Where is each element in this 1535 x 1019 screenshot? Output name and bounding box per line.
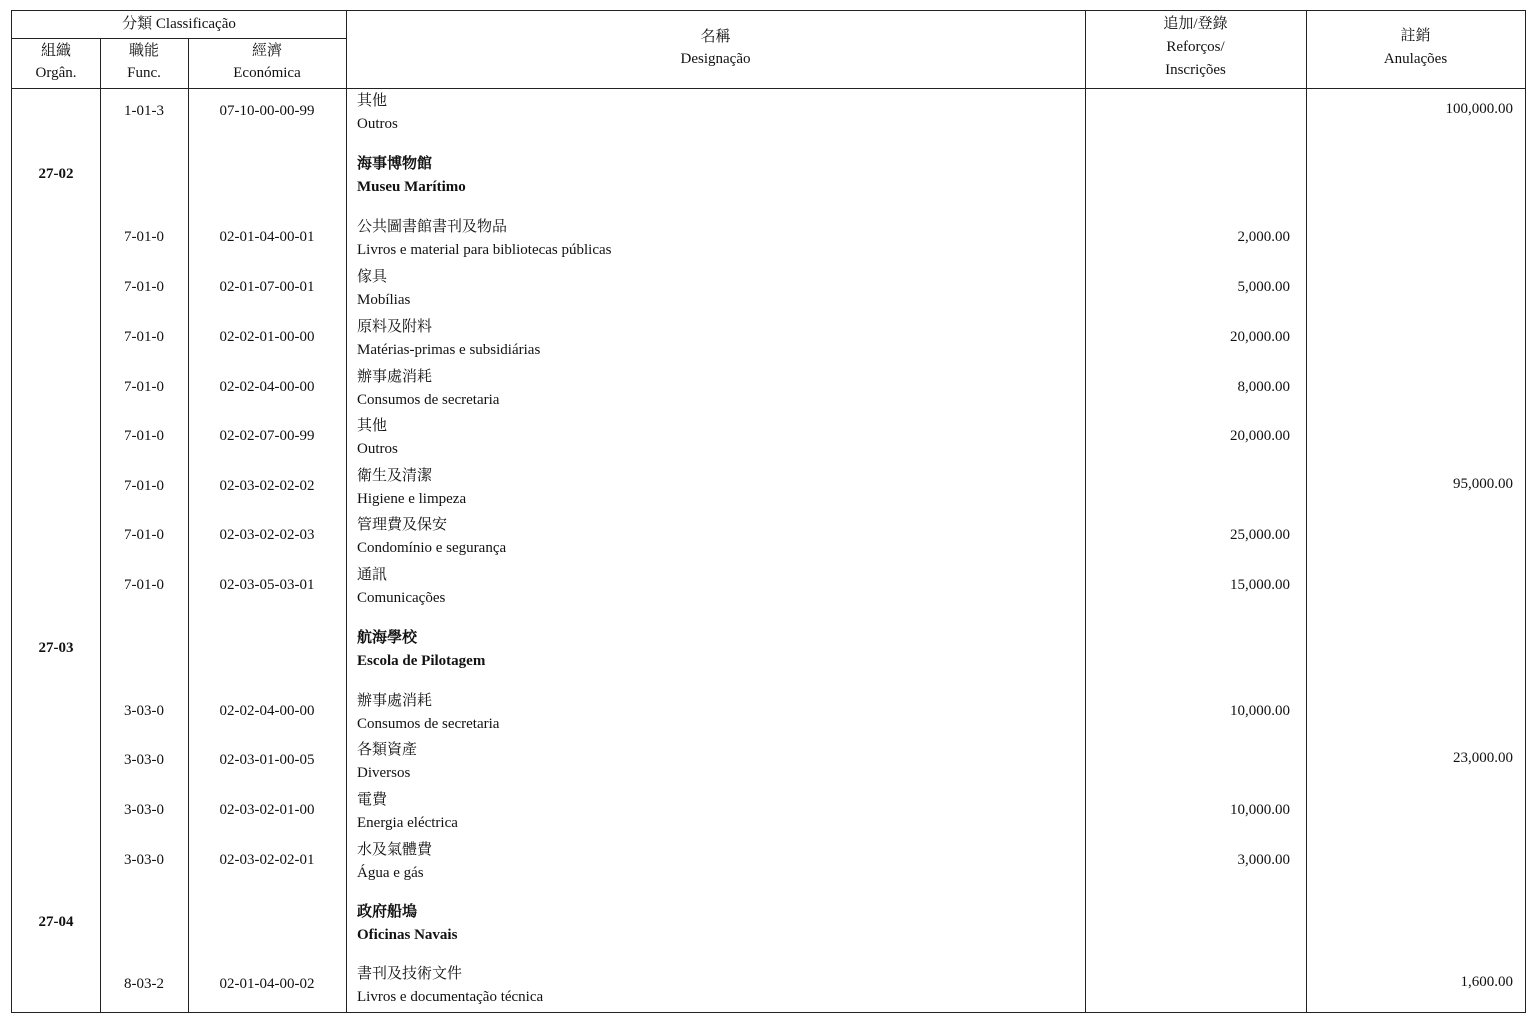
designation-pt: Museu Marítimo: [357, 179, 466, 195]
func-code: 3-03-0: [124, 852, 164, 868]
economic-code: 02-01-04-00-01: [219, 229, 315, 245]
economic-code: 02-03-02-02-02: [219, 478, 315, 494]
designation-pt: Consumos de secretaria: [357, 392, 500, 408]
designation-zh: 傢具: [357, 269, 388, 285]
func-code: 3-03-0: [124, 703, 164, 719]
designation-zh: 航海學校: [357, 630, 418, 646]
reforco-amount: 3,000.00: [1237, 852, 1290, 868]
designation-zh: 辦事處消耗: [357, 369, 433, 385]
designation-zh: 海事博物館: [357, 156, 433, 172]
func-code: 1-01-3: [124, 103, 164, 119]
designation-pt: Comunicações: [357, 590, 446, 606]
item-designation: [357, 366, 1082, 412]
section-heading: [357, 153, 1082, 199]
reforco-amount: 20,000.00: [1230, 329, 1290, 345]
designation-pt: Escola de Pilotagem: [357, 653, 486, 669]
item-designation: [357, 90, 1082, 136]
reforco-amount: 5,000.00: [1237, 279, 1290, 295]
header-classificacao: 分類 Classificação: [122, 16, 236, 32]
func-code: 7-01-0: [124, 229, 164, 245]
item-designation: [357, 316, 1082, 362]
designation-pt: Diversos: [357, 765, 411, 781]
func-code: 7-01-0: [124, 329, 164, 345]
header-designacao: 名稱 Designação: [680, 29, 751, 67]
designation-zh: 各類資產: [357, 742, 418, 758]
economic-code: 02-03-02-01-00: [219, 802, 315, 818]
economic-code: 02-03-02-02-01: [219, 852, 315, 868]
designation-zh: 管理費及保安: [357, 517, 448, 533]
item-designation: [357, 839, 1082, 885]
designation-pt: Outros: [357, 116, 398, 132]
reforco-amount: 8,000.00: [1237, 379, 1290, 395]
organ-code: 27-03: [38, 640, 74, 656]
func-code: 7-01-0: [124, 478, 164, 494]
anulacao-amount: 23,000.00: [1453, 750, 1513, 766]
designation-zh: 水及氣體費: [357, 842, 433, 858]
anulacao-amount: 95,000.00: [1453, 476, 1513, 492]
economic-code: 02-01-07-00-01: [219, 279, 315, 295]
designation-zh: 通訊: [357, 567, 388, 583]
designation-pt: Água e gás: [357, 865, 424, 881]
item-designation: [357, 789, 1082, 835]
designation-zh: 電費: [357, 792, 388, 808]
designation-pt: Energia eléctrica: [357, 815, 458, 831]
header-reforcos: 追加/登錄 Reforços/ Inscrições: [1163, 16, 1228, 78]
economic-code: 07-10-00-00-99: [219, 103, 315, 119]
designation-zh: 其他: [357, 93, 388, 109]
header-bottom-rule: [12, 88, 1525, 89]
item-designation: [357, 266, 1082, 312]
designation-zh: 其他: [357, 418, 388, 434]
reforco-amount: 25,000.00: [1230, 527, 1290, 543]
func-code: 7-01-0: [124, 577, 164, 593]
designation-pt: Outros: [357, 441, 398, 457]
organ-code: 27-02: [38, 166, 74, 182]
designation-pt: Condomínio e segurança: [357, 540, 507, 556]
designation-zh: 辦事處消耗: [357, 693, 433, 709]
header-anulacoes: 註銷 Anulações: [1383, 28, 1448, 67]
designation-zh: 書刊及技術文件: [357, 966, 463, 982]
budget-table: [11, 10, 1526, 1013]
item-designation: [357, 514, 1082, 560]
economic-code: 02-02-04-00-00: [219, 703, 315, 719]
item-designation: [357, 690, 1082, 736]
func-code: 3-03-0: [124, 802, 164, 818]
anulacao-amount: 1,600.00: [1460, 974, 1513, 990]
designation-pt: Higiene e limpeza: [357, 491, 467, 507]
func-code: 7-01-0: [124, 527, 164, 543]
designation-pt: Livros e documentação técnica: [357, 989, 544, 1005]
item-designation: [357, 564, 1082, 610]
item-designation: [357, 216, 1082, 262]
economic-code: 02-01-04-00-02: [219, 976, 315, 992]
organ-code: 27-04: [38, 914, 74, 930]
designation-zh: 政府船塢: [357, 904, 418, 920]
economic-code: 02-02-04-00-00: [219, 379, 315, 395]
section-heading: [357, 901, 1082, 947]
func-code: 7-01-0: [124, 379, 164, 395]
anulacao-amount: 100,000.00: [1445, 101, 1513, 117]
header-organ: 組織 Orgân.: [35, 43, 77, 81]
header-subdivider: [12, 38, 346, 39]
func-code: 7-01-0: [124, 428, 164, 444]
economic-code: 02-03-05-03-01: [219, 577, 315, 593]
func-code: 3-03-0: [124, 752, 164, 768]
reforco-amount: 20,000.00: [1230, 428, 1290, 444]
item-designation: [357, 465, 1082, 511]
item-designation: [357, 415, 1082, 461]
reforco-amount: 2,000.00: [1237, 229, 1290, 245]
economic-code: 02-03-02-02-03: [219, 527, 315, 543]
func-code: 7-01-0: [124, 279, 164, 295]
designation-pt: Consumos de secretaria: [357, 716, 500, 732]
reforco-amount: 10,000.00: [1230, 802, 1290, 818]
reforco-amount: 10,000.00: [1230, 703, 1290, 719]
designation-zh: 原料及附料: [357, 319, 433, 335]
item-designation: [357, 963, 1082, 1009]
economic-code: 02-02-01-00-00: [219, 329, 315, 345]
designation-pt: Oficinas Navais: [357, 927, 458, 943]
reforco-amount: 15,000.00: [1230, 577, 1290, 593]
func-code: 8-03-2: [124, 976, 164, 992]
designation-zh: 公共圖書館書刊及物品: [357, 219, 508, 235]
header-economica: 經濟 Económica: [233, 43, 301, 81]
col-divider: [1306, 11, 1307, 1012]
designation-pt: Matérias-primas e subsidiárias: [357, 342, 541, 358]
col-divider: [346, 11, 347, 1012]
designation-zh: 衛生及清潔: [357, 468, 433, 484]
section-heading: [357, 627, 1082, 673]
designation-pt: Livros e material para bibliotecas públicas: [357, 242, 612, 258]
header-func: 職能 Func.: [127, 43, 161, 81]
economic-code: 02-02-07-00-99: [219, 428, 315, 444]
item-designation: [357, 739, 1082, 785]
economic-code: 02-03-01-00-05: [219, 752, 315, 768]
designation-pt: Mobílias: [357, 292, 411, 308]
